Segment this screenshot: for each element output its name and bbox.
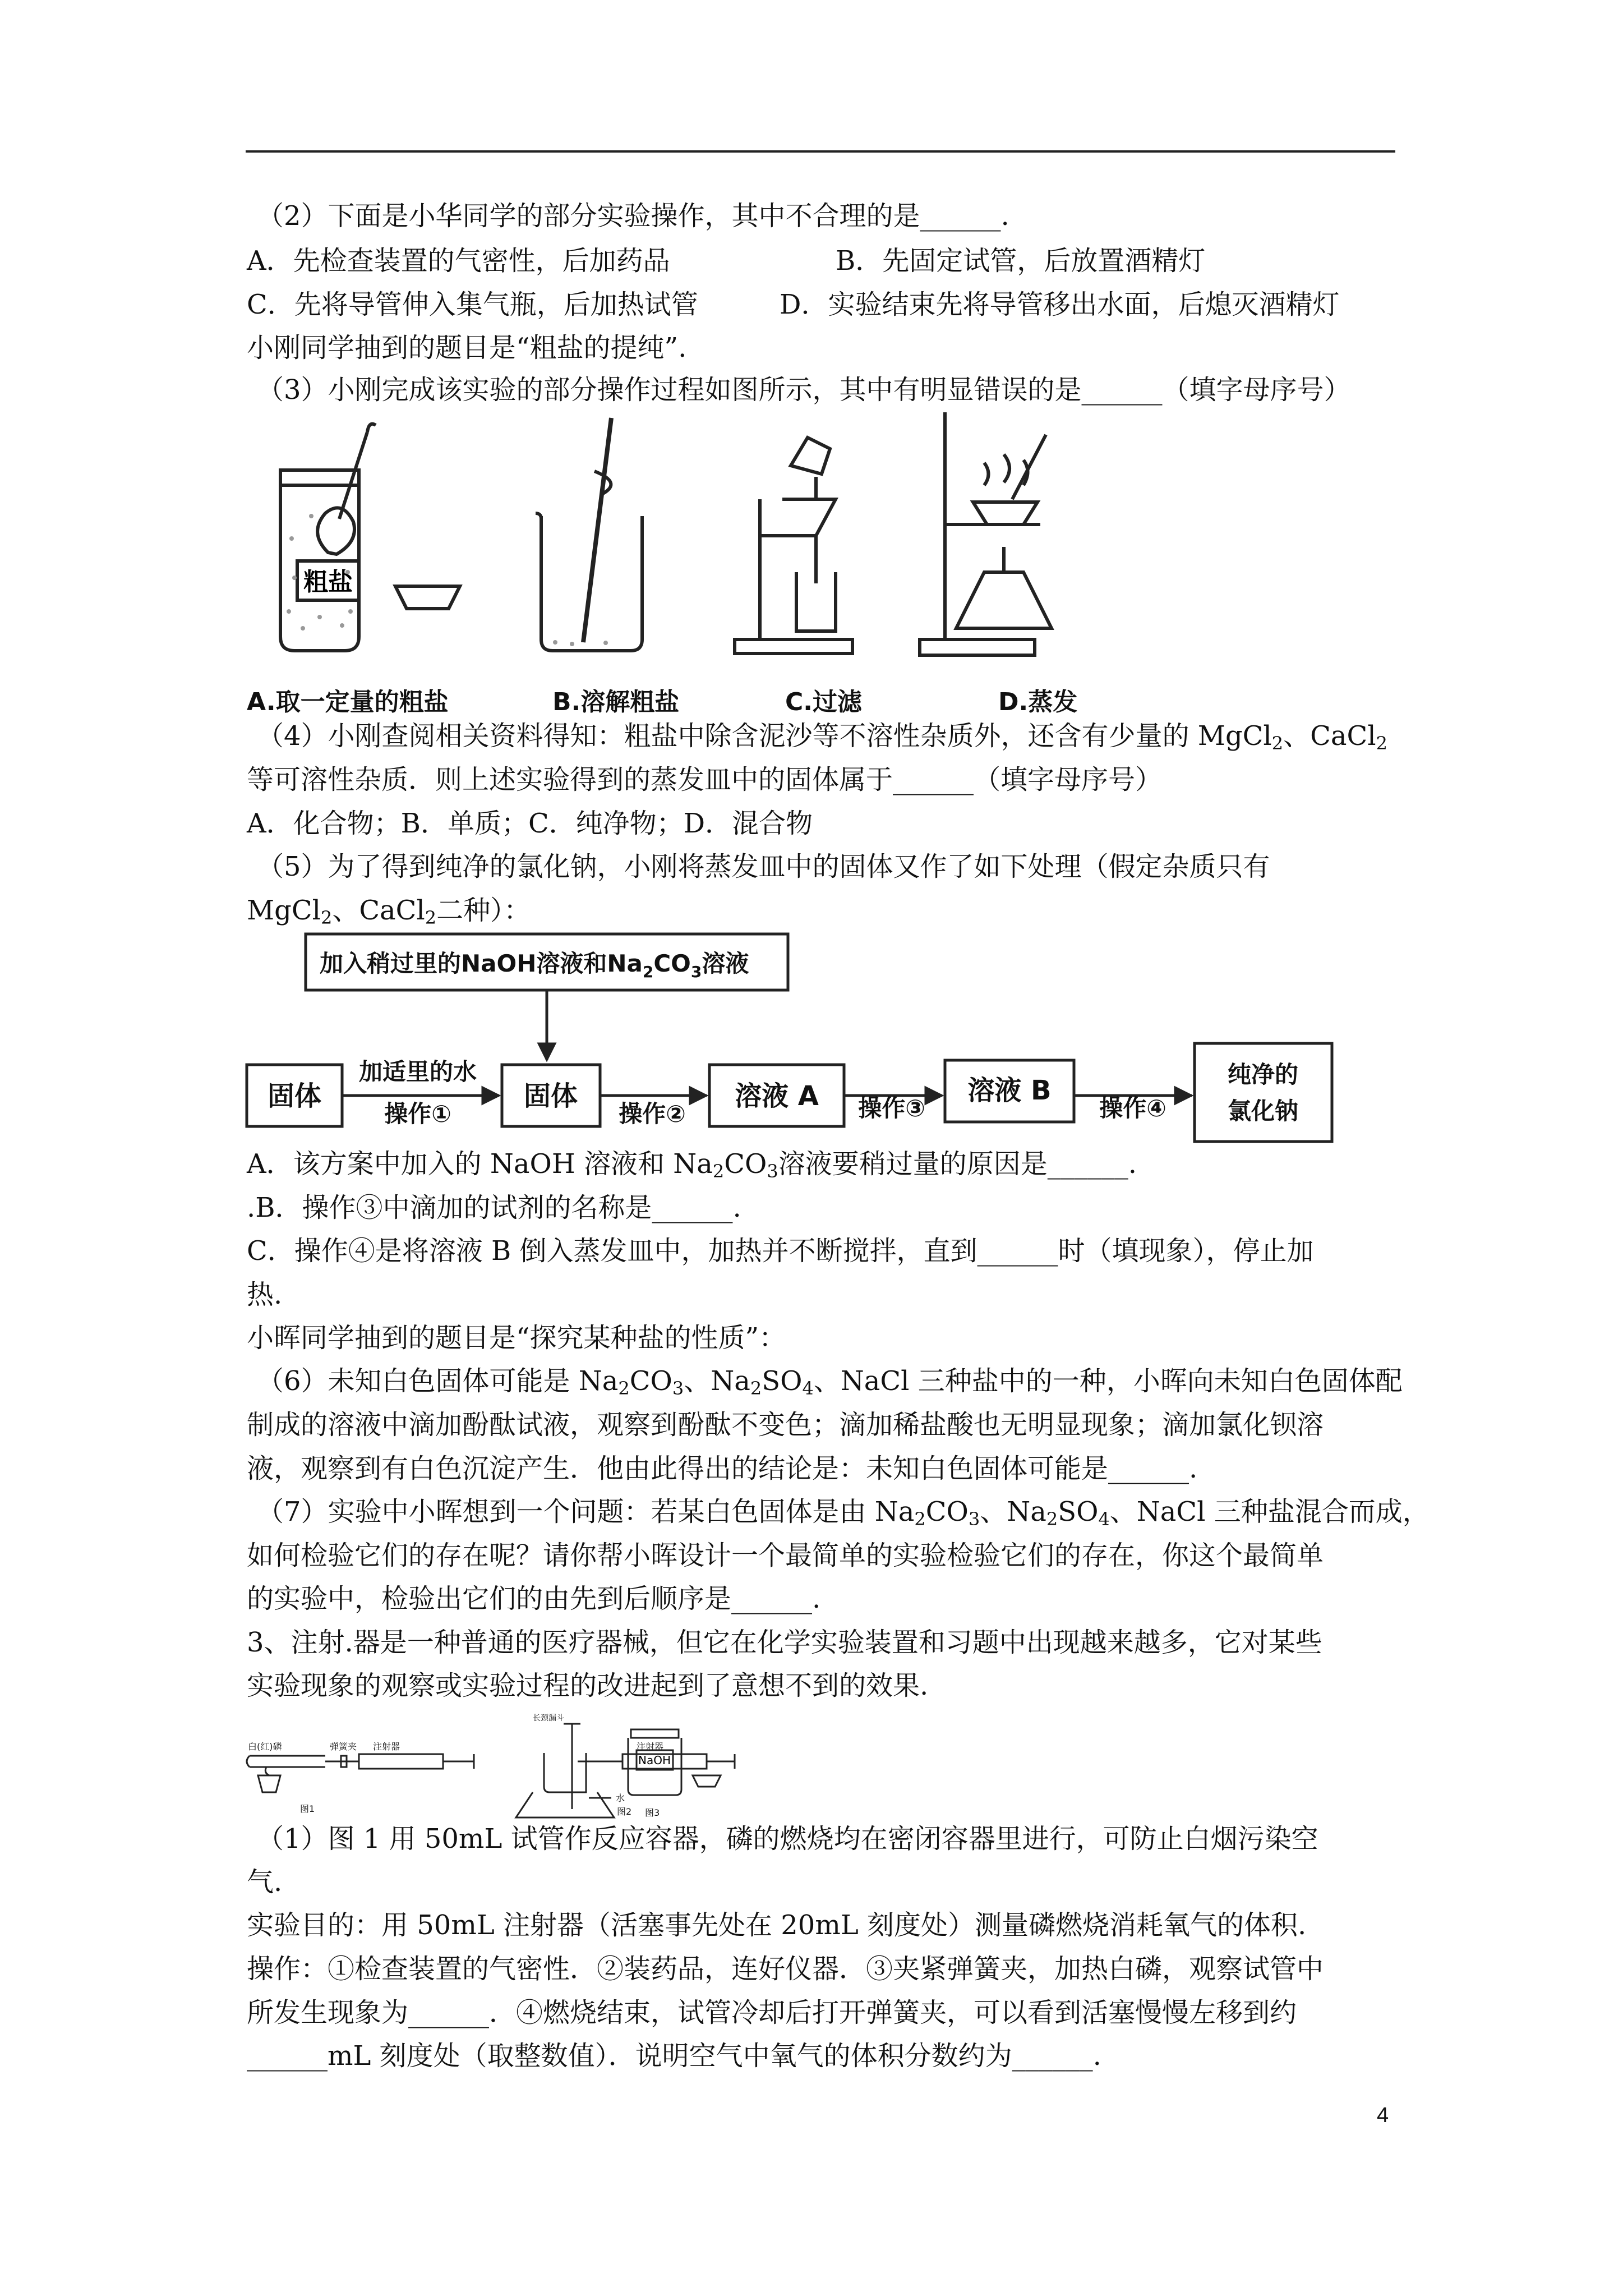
reagent-text: 加入稍过里的NaOH溶液和$Na_2CO_3$溶液 [320,950,749,981]
evaporation-apparatus-icon [920,412,1052,655]
q5-sub-c-line1: C．操作④是将溶液 B 倒入蒸发皿中，加热并不断搅拌，直到______时（填现象），停止加 [247,1235,1314,1267]
q6-line2: 制成的溶液中滴加酚酞试液，观察到酚酞不变色；滴加稀盐酸也无明显现象；滴加氯化钡溶 [247,1409,1324,1441]
q7-line3: 的实验中，检验出它们的由先到后顺序是______. [247,1583,821,1614]
naoh-label: NaOH [638,1754,671,1767]
filtration-apparatus-icon [735,438,852,654]
glass-rod-icon [583,418,611,642]
q5-sub-a: A．该方案中加入的 NaOH 溶液和 $Na_2CO_3$溶液要稍过量的原因是______. [247,1148,1137,1182]
q2-option-a: A．先检查装置的气密性，后加药品 [247,245,670,277]
solution-a-label: 溶液 A [735,1080,819,1112]
purification-flowchart [244,931,1338,1144]
q4-line1: （4）小刚查阅相关资料得知：粗盐中除含泥沙等不溶性杂质外，还含有少量的 MgCl$_2$、CaCl$_2$ [257,720,1387,754]
q2-stem: （2）下面是小华同学的部分实验操作，其中不合理的是______. [257,200,1009,232]
header-rule [246,150,1395,153]
operation-1-label: 操作① [384,1100,451,1128]
solid-2-label: 固体 [523,1080,578,1112]
p3-line2: 实验现象的观察或实验过程的改进起到了意想不到的效果. [247,1670,929,1701]
q5-sub-c-line2: 热. [247,1279,283,1310]
funnel-label: 长颈漏斗 [533,1714,564,1723]
q4-line2: 等可溶性杂质．则上述实验得到的蒸发皿中的固体属于______（填字母序号） [247,764,1163,795]
p3-q1-line4: 操作：①检查装置的气密性．②装药品，连好仪器．③夹紧弹簧夹，加热白磷，观察试管中 [247,1953,1324,1985]
q3-stem: （3）小刚完成该实验的部分操作过程如图所示，其中有明显错误的是______（填字母序号） [257,374,1351,406]
q7-line2: 如何检验它们的存在呢？请你帮小晖设计一个最简单的实验检验它们的存在，你这个最简单 [247,1540,1324,1571]
weighing-dish-icon [395,586,460,609]
operation-4-label: 操作④ [1099,1094,1166,1122]
pure-nacl-box [1195,1043,1332,1142]
solution-b-label: 溶液 B [967,1075,1052,1106]
p3-q1-line1: （1）图 1 用 50mL 试管作反应容器，磷的燃烧均在密闭容器里进行，可防止白烟污染空 [257,1823,1318,1855]
add-water-label: 加适里的水 [358,1058,477,1085]
crude-salt-jar-label: 粗盐 [303,568,353,596]
naoh-bottle-figure [623,1714,735,1820]
xiaogang-intro: 小刚同学抽到的题目是“粗盐的提纯”. [247,332,687,364]
water-label: 水 [616,1793,625,1803]
p3-q1-line5: 所发生现象为______．④燃烧结束，试管冷却后打开弹簧夹，可以看到活塞慢慢左移到约 [247,1997,1297,2028]
q4-options: A．化合物；B．单质；C．纯净物；D．混合物 [247,808,813,839]
operation-3-label: 操作③ [858,1094,925,1122]
syringe-label-2: 注射器 [637,1741,664,1752]
caption-a: A.取一定量的粗盐 [247,688,449,716]
fig2-label: 图2 [617,1806,632,1817]
caption-d: D.蒸发 [998,688,1078,716]
q5-sub-b: .B．操作③中滴加的试剂的名称是______. [247,1192,741,1223]
page-number: 4 [1377,2104,1389,2127]
fig1-label: 图1 [300,1803,315,1814]
q2-option-b: B．先固定试管，后放置酒精灯 [836,245,1206,277]
operations-figure [269,404,1189,662]
p3-q1-line2: 气. [247,1866,283,1898]
operation-2-label: 操作② [619,1100,686,1128]
fig3-label: 图3 [645,1807,660,1818]
caption-b: B.溶解粗盐 [552,688,680,716]
q6-line1: （6）未知白色固体可能是 $Na_2CO_3$、$Na_2SO_4$、NaCl 三种盐中的一种，小晖向未知白色固体配 [257,1365,1403,1399]
q2-option-d: D．实验结束先将导管移出水面，后熄灭酒精灯 [780,289,1340,320]
p3-line1: 3、注射.器是一种普通的医疗器械，但它在化学实验装置和习题中出现越来越多，它对某些 [247,1627,1322,1658]
pure-nacl-label-1: 纯净的 [1227,1061,1299,1088]
caption-c: C.过滤 [785,688,863,716]
solid-1-label: 固体 [267,1080,322,1112]
p3-q1-line6: ______mL 刻度处（取整数值）．说明空气中氧气的体积分数约为______. [247,2040,1101,2072]
q6-line3: 液，观察到有白色沉淀产生．他由此得出的结论是：未知白色固体可能是______. [247,1453,1198,1484]
xiaohui-intro: 小晖同学抽到的题目是“探究某种盐的性质”： [247,1322,786,1354]
phosphorus-label: 白(红)磷 [248,1741,282,1752]
spoon-icon [317,424,376,554]
q5-line2: MgCl$_2$、CaCl$_2$二种）： [247,895,531,928]
syringe-label-1: 注射器 [373,1741,400,1752]
q5-line1: （5）为了得到纯净的氯化钠，小刚将蒸发皿中的固体又作了如下处理（假定杂质只有 [257,851,1270,882]
q7-line1: （7）实验中小晖想到一个问题：若某白色固体是由 $Na_2CO_3$、$Na_2SO_4$、NaCl 三种盐混合而成， [257,1496,1430,1530]
p3-q1-line3: 实验目的：用 50mL 注射器（活塞事先处在 20mL 刻度处）测量磷燃烧消耗氧气的体积. [247,1910,1307,1941]
spring-clip-label: 弹簧夹 [330,1741,357,1752]
pure-nacl-label-2: 氯化钠 [1227,1097,1299,1125]
q2-option-c: C．先将导管伸入集气瓶，后加热试管 [247,289,698,320]
